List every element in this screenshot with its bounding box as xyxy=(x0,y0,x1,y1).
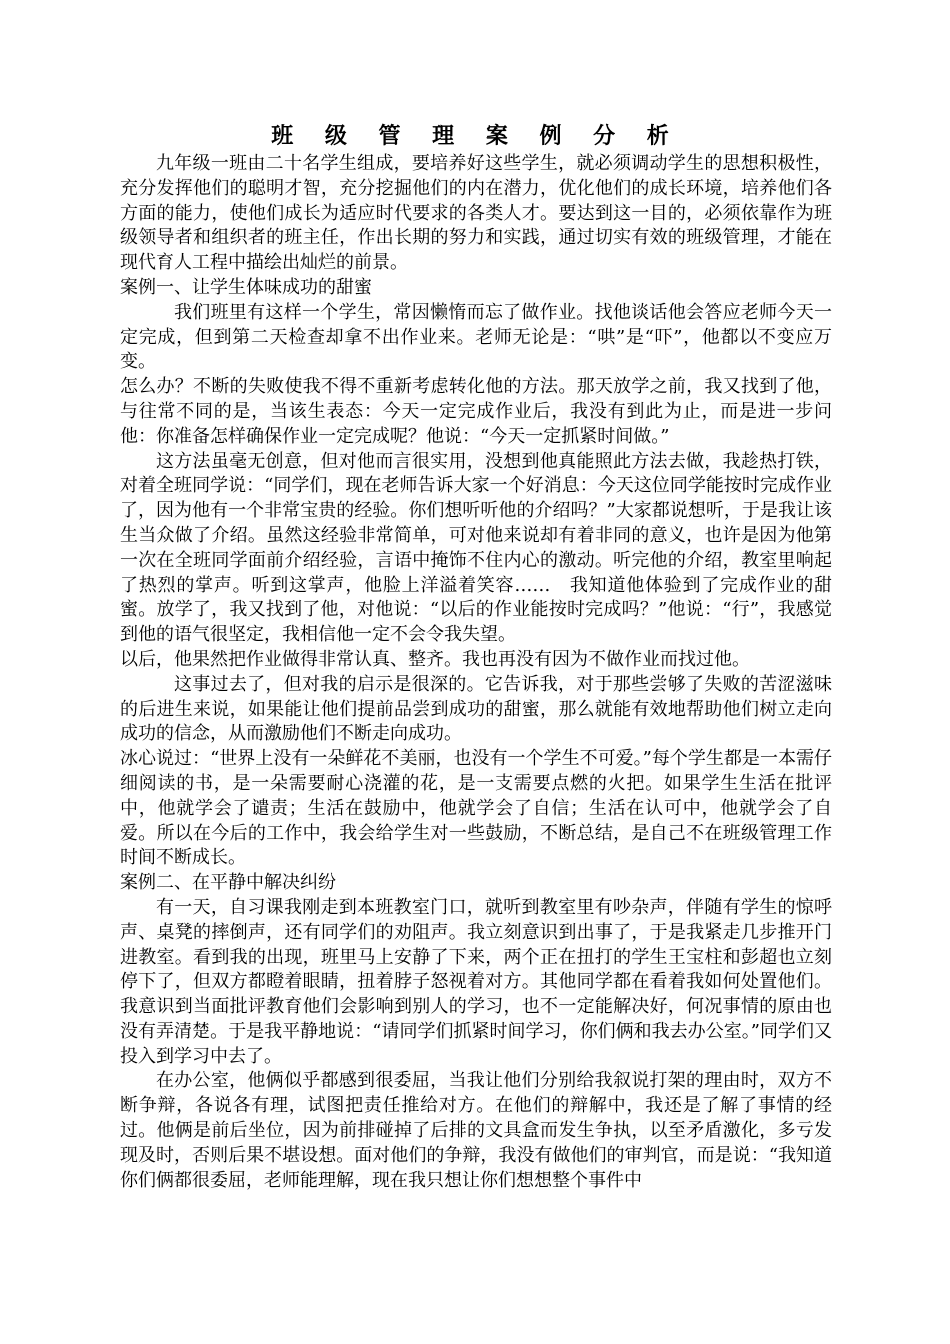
intro-paragraph: 九年级一班由二十名学生组成，要培养好这些学生，就必须调动学生的思想积极性，充分发挥他们的聪明才智，充分挖掘他们的内在潜力，优化他们的成长环境，培养他们各方面的能力，使他们成长为适应时代要求的各类人才。要达到这一目的，必须依靠作为班级领导者和组织者的班主任，作出长期的努力和实践，通过切实有效的班级管理，才能在现代育人工程中描绘出灿烂的前景。 xyxy=(120,153,832,274)
document-page xyxy=(120,120,832,1193)
case-two-heading: 案例二、在平静中解决纠纷 xyxy=(120,872,336,894)
case-one-heading: 案例一、让学生体味成功的甜蜜 xyxy=(120,276,372,298)
paragraph: 这事过去了，但对我的启示是很深的。它告诉我，对于那些尝够了失败的苦涩滋味的后进生来说，如果能让他们提前品尝到成功的甜蜜，那么就能有效地帮助他们树立走向成功的信念，从而激励他们不断走向成功。 xyxy=(120,673,832,745)
paragraph: 冰心说过：“世界上没有一朵鲜花不美丽，也没有一个学生不可爱。”每个学生都是一本需仔细阅读的书，是一朵需要耐心浇灌的花，是一支需要点燃的火把。如果学生生活在批评中，他就学会了谴责；生活在鼓励中，他就学会了自信；生活在认可中，他就学会了自爱。所以在今后的工作中，我会给学生对一些鼓励，不断总结，是自己不在班级管理工作时间不断成长。 xyxy=(120,748,832,869)
document-title: 班 级 管 理 案 例 分 析 xyxy=(271,123,681,149)
paragraph: 我们班里有这样一个学生，常因懒惰而忘了做作业。找他谈话他会答应老师今天一定完成，但到第二天检查却拿不出作业来。老师无论是：“哄”是“吓”，他都以不变应万变。 xyxy=(120,301,832,373)
paragraph: 有一天，自习课我刚走到本班教室门口，就听到教室里有吵杂声，伴随有学生的惊呼声、桌凳的摔倒声，还有同学们的劝阻声。我立刻意识到出事了，于是我紧走几步推开门进教室。看到我的出现，班里马上安静了下来，两个正在扭打的学生王宝柱和彭超也立刻停下了，但双方都瞪着眼睛，扭着脖子怒视着对方。其他同学都在看着我如何处置他们。我意识到当面批评教育他们会影响到别人的学习，也不一定能解决好，何况事情的原由也没有弄清楚。于是我平静地说：“请同学们抓紧时间学习，你们俩和我去办公室。”同学们又投入到学习中去了。 xyxy=(120,896,832,1067)
paragraph: 在办公室，他俩似乎都感到很委屈，当我让他们分别给我叙说打架的理由时，双方不断争辩，各说各有理，试图把责任推给对方。在他们的辩解中，我还是了解了事情的经过。他俩是前后坐位，因为前排碰掉了后排的文具盒而发生争执，以至矛盾激化，多亏发现及时，否则后果不堪设想。面对他们的争辩，我没有做他们的审判官，而是说：“我知道你们俩都很委屈，老师能理解，现在我只想让你们想想整个事件中 xyxy=(120,1070,832,1191)
paragraph: 以后，他果然把作业做得非常认真、整齐。我也再没有因为不做作业而找过他。 xyxy=(120,648,750,670)
paragraph: 怎么办？不断的失败使我不得不重新考虑转化他的方法。那天放学之前，我又找到了他，与往常不同的是，当该生表态：今天一定完成作业后，我没有到此为止，而是进一步问他：你准备怎样确保作业一定完成呢？他说：“今天一定抓紧时间做。” xyxy=(120,376,832,447)
paragraph: 这方法虽毫无创意，但对他而言很实用，没想到他真能照此方法去做，我趁热打铁，对着全班同学说：“同学们，现在老师告诉大家一个好消息：今天这位同学能按时完成作业了，因为他有一个非常宝贵的经验。你们想听听他的介绍吗？”大家都说想听，于是我让该生当众做了介绍。虽然这经验非常简单，可对他来说却有着非同的意义，也许是因为他第一次在全班同学面前介绍经验，言语中掩饰不住内心的激动。听完他的介绍，教室里响起了热烈的掌声。听到这掌声，他脸上洋溢着笑容…… 我知道他体验到了完成作业的甜蜜。放学了，我又找到了他，对他说：“以后的作业能按时完成吗？”他说：“行”，我感觉到他的语气很坚定，我相信他一定不会令我失望。 xyxy=(120,450,832,646)
